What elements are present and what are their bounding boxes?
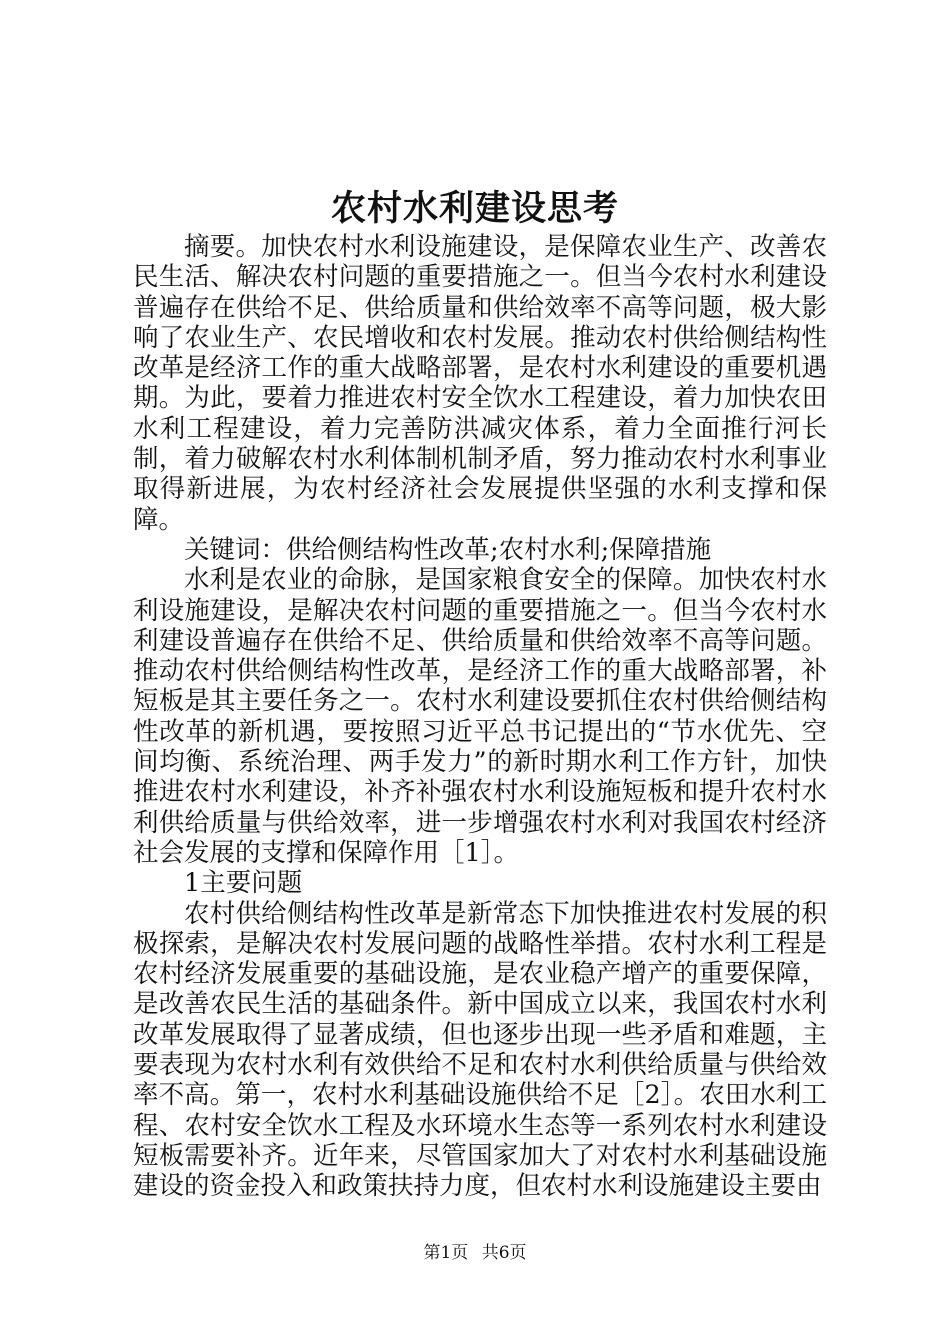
page-number: 第1页: [423, 1243, 469, 1263]
document-body: [133, 232, 827, 1202]
section-paragraph: 农村供给侧结构性改革是新常态下加快推进农村发展的积极探索，是解决农村发展问题的战略性举措。农村水利工程是农村经济发展重要的基础设施，是农业稳产增产的重要保障，是改善农民生活的基础条件。新中国成立以来，我国农村水利改革发展取得了显著成绩，但也逐步出现一些矛盾和难题，主要表现为农村水利有效供给不足和农村水利供给质量与供给效率不高。第一，农村水利基础设施供给不足［2］。农田水利工程、农村安全饮水工程及水环境水生态等一系列农村水利建设短板需要补齐。近年来，尽管国家加大了对农村水利基础设施建设的资金投入和政策扶持力度，但农村水利设施建设主要由: [133, 898, 827, 1202]
abstract-paragraph: 摘要。加快农村水利设施建设，是保障农业生产、改善农民生活、解决农村问题的重要措施之一。但当今农村水利建设普遍存在供给不足、供给质量和供给效率不高等问题，极大影响了农业生产、农民增收和农村发展。推动农村供给侧结构性改革是经济工作的重大战略部署，是农村水利建设的重要机遇期。为此，要着力推进农村安全饮水工程建设，着力加快农田水利工程建设，着力完善防洪减灾体系，着力全面推行河长制，着力破解农村水利体制机制矛盾，努力推动农村水利事业取得新进展，为农村经济社会发展提供坚强的水利支撑和保障。: [133, 232, 827, 535]
intro-paragraph: 水利是农业的命脉，是国家粮食安全的保障。加快农村水利设施建设，是解决农村问题的重要措施之一。但当今农村水利建设普遍存在供给不足、供给质量和供给效率不高等问题。推动农村供给侧结构性改革，是经济工作的重大战略部署，补短板是其主要任务之一。农村水利建设要抓住农村供给侧结构性改革的新机遇，要按照习近平总书记提出的“节水优先、空间均衡、系统治理、两手发力”的新时期水利工作方针，加快推进农村水利建设，补齐补强农村水利设施短板和提升农村水利供给质量与供给效率，进一步增强农村水利对我国农村经济社会发展的支撑和保障作用［1］。: [133, 565, 827, 868]
section-heading: 1主要问题: [184, 868, 303, 899]
page-footer: [0, 1242, 950, 1264]
page-total: 共6页: [481, 1243, 527, 1263]
document-title: 农村水利建设思考: [330, 188, 619, 229]
keywords-line: 关键词：供给侧结构性改革;农村水利;保障措施: [184, 534, 712, 565]
